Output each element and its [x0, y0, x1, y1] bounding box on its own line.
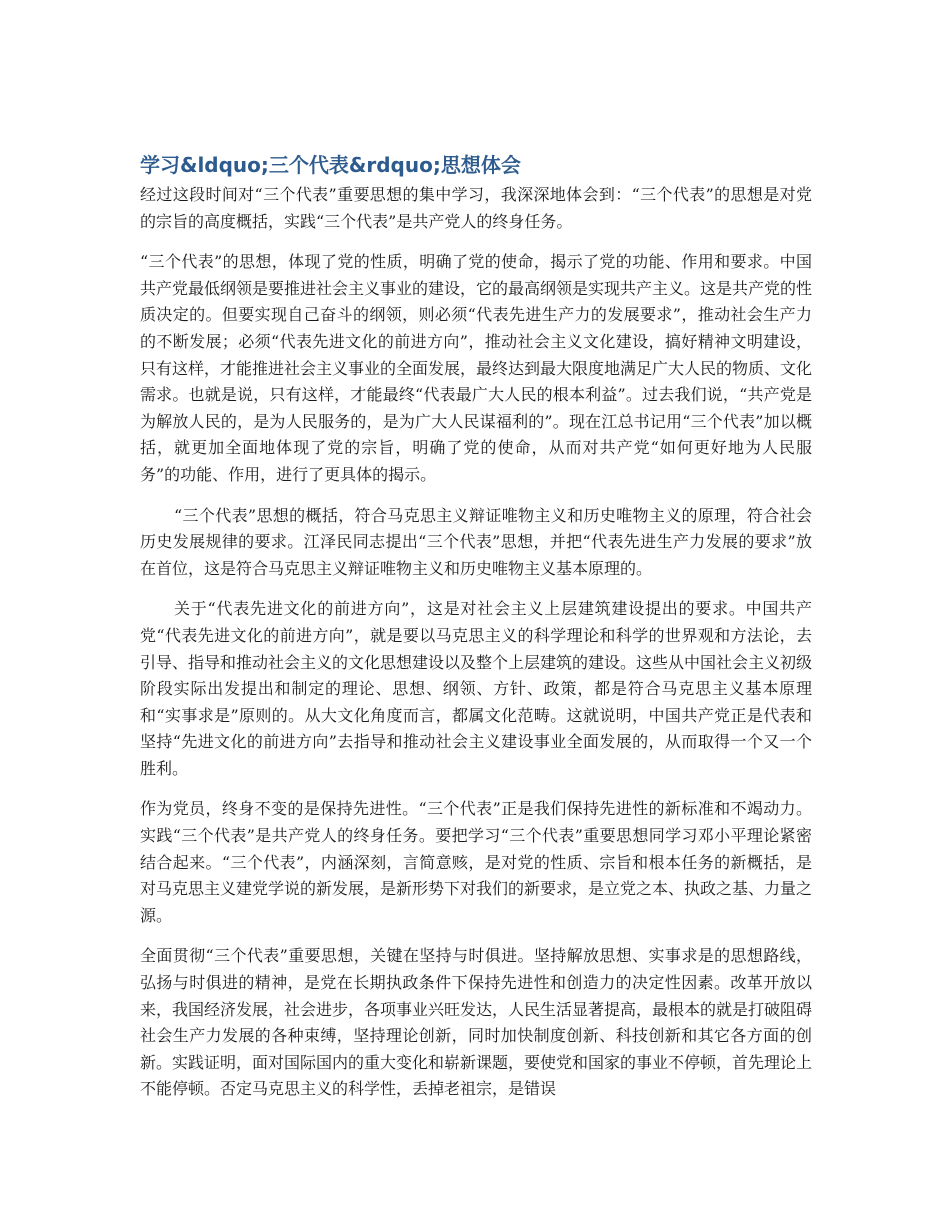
paragraph-marxism-principles: “三个代表”思想的概括，符合马克思主义辩证唯物主义和历史唯物主义的原理，符合社会历史发展规律的要求。江泽民同志提出“三个代表”思想，并把“代表先进生产力发展的要求”放在首位，这是符合马克思主义辩证唯物主义和历史唯物主义基本原理的。 [140, 505, 812, 578]
paragraph-party-nature: “三个代表”的思想，体现了党的性质，明确了党的使命，揭示了党的功能、作用和要求。中国共产党最低纲领是要推进社会主义事业的建设，它的最高纲领是实现共产主义。这是共产党的性质决定的。但要实现自己奋斗的纲领，则必须“代表先进生产力的发展要求”，推动社会生产力的不断发展；必须“代表先进文化的前进方向”，推动社会主义文化建设，搞好精神文明建设，只有这样，才能推进社会主义事业的全面发展，最终达到最大限度地满足广大人民的物质、文化需求。也就是说，只有这样，才能最终“代表最广大人民的根本利益”。过去我们说，“共产党是为解放人民的，是为人民服务的，是为广大人民谋福利的”。现在江总书记用“三个代表”加以概括，就更加全面地体现了党的宗旨，明确了党的使命，从而对共产党“如何更好地为人民服务”的功能、作用，进行了更具体的揭示。 [140, 252, 813, 484]
document-title: 学习&ldquo;三个代表&rdquo;思想体会 [140, 153, 521, 177]
paragraph-advanced-culture: 关于“代表先进文化的前进方向”，这是对社会主义上层建筑建设提出的要求。中国共产党“代表先进文化的前进方向”，就是要以马克思主义的科学理论和科学的世界观和方法论，去引导、指导和推动社会主义的文化思想建设以及整个上层建筑的建设。这些从中国社会主义初级阶段实际出发提出和制定的理论、思想、纲领、方针、政策，都是符合马克思主义基本原理和“实事求是”原则的。从大文化角度而言，都属文化范畴。这就说明，中国共产党正是代表和坚持“先进文化的前进方向”去指导和推动社会主义建设事业全面发展的，从而取得一个又一个胜利。 [140, 599, 813, 778]
paragraph-keep-pace: 全面贯彻“三个代表”重要思想，关键在坚持与时俱进。坚持解放思想、实事求是的思想路线，弘扬与时俱进的精神，是党在长期执政条件下保持先进性和创造力的决定性因素。改革开放以来，我国经济发展，社会进步，各项事业兴旺发达，人民生活显著提高，最根本的就是打破阻碍社会生产力发展的各种束缚，坚持理论创新，同时加快制度创新、科技创新和其它各方面的创新。实践证明，面对国际国内的重大变化和崭新课题，要使党和国家的事业不停顿，首先理论上不能停顿。否定马克思主义的科学性，丢掉老祖宗，是错误 [140, 946, 813, 1099]
paragraph-party-member: 作为党员，终身不变的是保持先进性。“三个代表”正是我们保持先进性的新标准和不竭动力。 实践“三个代表”是共产党人的终身任务。要把学习“三个代表”重要思想同学习邓小平理论紧密结合起来。“三个代表”，内涵深刻，言简意赅，是对党的性质、宗旨和根本任务的新概括，是对马克思主义建党学说的新发展，是新形势下对我们的新要求，是立党之本、执政之基、力量之源。 [140, 799, 813, 925]
document-body [140, 150, 812, 1117]
paragraph-intro: 经过这段时间对“三个代表”重要思想的集中学习，我深深地体会到：“三个代表”的思想是对党的宗旨的高度概括，实践“三个代表”是共产党人的终身任务。 [140, 185, 812, 231]
